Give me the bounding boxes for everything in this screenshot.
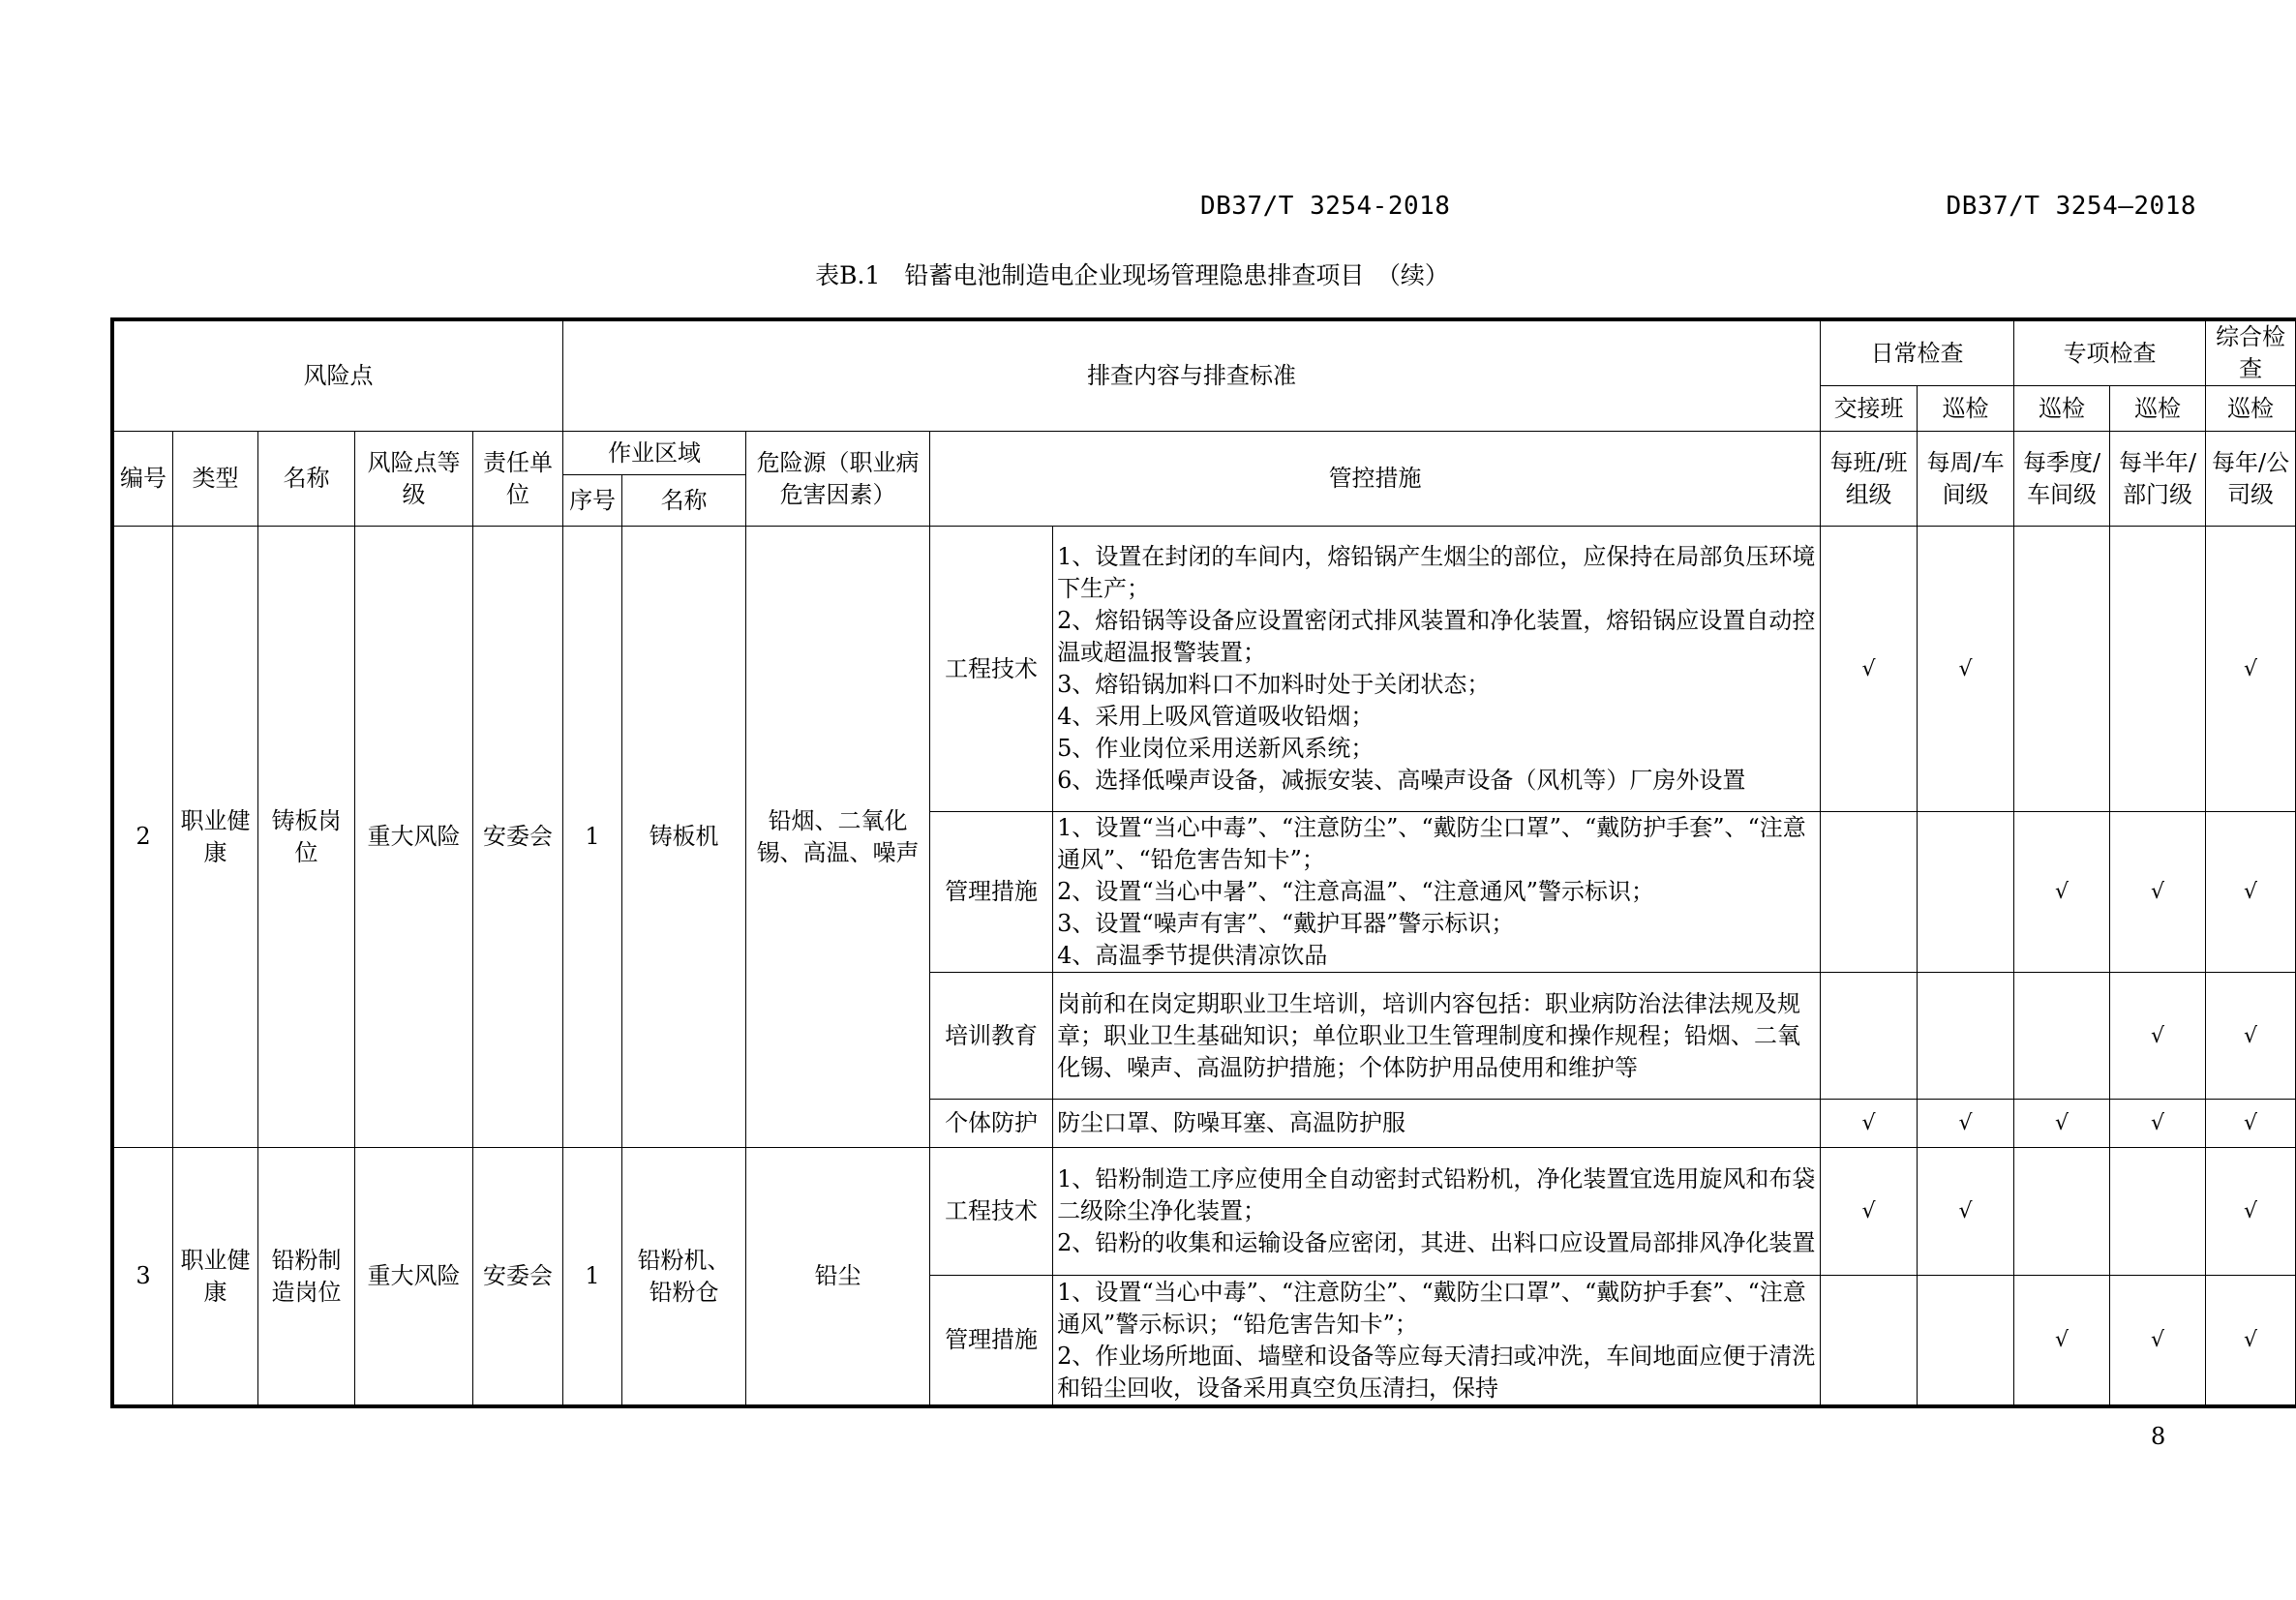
check-cell-empty — [2014, 527, 2110, 812]
row-area-name: 铅粉机、铅粉仓 — [622, 1148, 746, 1405]
row-area-name: 铸板机 — [622, 527, 746, 1148]
header-content: 排查内容与排查标准 — [563, 321, 1821, 432]
header-special-check: 专项检查 — [2014, 321, 2206, 386]
check-mark: √ — [1918, 527, 2014, 812]
check-cell-empty — [1821, 973, 1918, 1100]
check-mark: √ — [1821, 1148, 1918, 1276]
row-number: 3 — [114, 1148, 173, 1405]
header-daily-check: 日常检查 — [1821, 321, 2014, 386]
measure-text: 1、设置“当心中毒”、“注意防尘”、“戴防尘口罩”、“戴防护手套”、“注意通风”警示标识；“铅危害告知卡”； 2、作业场所地面、墙壁和设备等应每天清扫或冲洗，车间地面应便于清洗和铅尘回收，设备采用真空负压清扫，保持 — [1053, 1276, 1821, 1405]
measure-text: 1、铅粉制造工序应使用全自动密封式铅粉机，净化装置宜选用旋风和布袋二级除尘净化装置； 2、铅粉的收集和运输设备应密闭，其进、出料口应设置局部排风净化装置 — [1053, 1148, 1821, 1276]
check-mark: √ — [2206, 527, 2296, 812]
header-freq-halfyear: 每半年/部门级 — [2110, 432, 2206, 527]
header-row-3 — [114, 432, 2296, 475]
measure-category: 管理措施 — [930, 1276, 1053, 1405]
header-handover: 交接班 — [1821, 386, 1918, 432]
measure-category: 工程技术 — [930, 1148, 1053, 1276]
check-mark: √ — [2110, 1100, 2206, 1148]
measure-category: 个体防护 — [930, 1100, 1053, 1148]
row-number: 2 — [114, 527, 173, 1148]
header-area: 作业区域 — [563, 432, 746, 475]
header-patrol-2: 巡检 — [2014, 386, 2110, 432]
check-mark: √ — [2206, 1276, 2296, 1405]
header-row-1 — [114, 321, 2296, 386]
measure-category: 管理措施 — [930, 812, 1053, 973]
check-mark: √ — [1821, 527, 1918, 812]
row-name: 铸板岗位 — [258, 527, 355, 1148]
row-type: 职业健康 — [173, 1148, 258, 1405]
check-cell-empty — [1918, 973, 2014, 1100]
row-name: 铅粉制造岗位 — [258, 1148, 355, 1405]
header-measures: 管控措施 — [930, 432, 1821, 527]
header-freq-week: 每周/车间级 — [1918, 432, 2014, 527]
row-hazard: 铅尘 — [746, 1148, 930, 1405]
header-comprehensive-check: 综合检查 — [2206, 321, 2296, 386]
check-mark: √ — [2014, 812, 2110, 973]
measure-category: 工程技术 — [930, 527, 1053, 812]
header-patrol-4: 巡检 — [2206, 386, 2296, 432]
header-no: 编号 — [114, 432, 173, 527]
header-type: 类型 — [173, 432, 258, 527]
check-mark: √ — [2206, 1148, 2296, 1276]
check-cell-empty — [2110, 1148, 2206, 1276]
check-mark: √ — [2206, 1100, 2296, 1148]
header-name: 名称 — [258, 432, 355, 527]
header-level: 风险点等级 — [355, 432, 473, 527]
check-mark: √ — [2110, 973, 2206, 1100]
check-cell-empty — [1821, 812, 1918, 973]
check-mark: √ — [2014, 1276, 2110, 1405]
header-patrol-1: 巡检 — [1918, 386, 2014, 432]
page-number: 8 — [2151, 1423, 2166, 1450]
measure-text: 防尘口罩、防噪耳塞、高温防护服 — [1053, 1100, 1821, 1148]
check-cell-empty — [2014, 973, 2110, 1100]
header-seq: 序号 — [563, 475, 622, 527]
check-cell-empty — [1918, 1276, 2014, 1405]
table-row — [114, 527, 2296, 812]
check-mark: √ — [2110, 812, 2206, 973]
header-risk-point: 风险点 — [114, 321, 563, 432]
check-mark: √ — [2206, 812, 2296, 973]
header-patrol-3: 巡检 — [2110, 386, 2206, 432]
row-hazard: 铅烟、二氧化锡、高温、噪声 — [746, 527, 930, 1148]
measure-text: 1、设置在封闭的车间内，熔铅锅产生烟尘的部位，应保持在局部负压环境下生产； 2、熔铅锅等设备应设置密闭式排风装置和净化装置，熔铅锅应设置自动控温或超温报警装置； 3、熔铅锅加料口不加料时处于关闭状态； 4、采用上吸风管道吸收铅烟； 5、作业岗位采用送新风系统； 6、选择低噪声设备，减振安装、高噪声设备（风机等）厂房外设置 — [1053, 527, 1821, 812]
row-risk-level: 重大风险 — [355, 1148, 473, 1405]
row-area-seq: 1 — [563, 1148, 622, 1405]
measure-category: 培训教育 — [930, 973, 1053, 1100]
measure-text: 1、设置“当心中毒”、“注意防尘”、“戴防尘口罩”、“戴防护手套”、“注意通风”、“铅危害告知卡”； 2、设置“当心中暑”、“注意高温”、“注意通风”警示标识； 3、设置“噪声有害”、“戴护耳器”警示标识； 4、高温季节提供清凉饮品 — [1053, 812, 1821, 973]
check-mark: √ — [2206, 973, 2296, 1100]
header-freq-year: 每年/公司级 — [2206, 432, 2296, 527]
header-freq-quarter: 每季度/车间级 — [2014, 432, 2110, 527]
row-responsible-unit: 安委会 — [473, 1148, 563, 1405]
measure-text: 岗前和在岗定期职业卫生培训，培训内容包括：职业病防治法律法规及规章；职业卫生基础知识；单位职业卫生管理制度和操作规程；铅烟、二氧化锡、噪声、高温防护措施；个体防护用品使用和维护等 — [1053, 973, 1821, 1100]
check-mark: √ — [1918, 1100, 2014, 1148]
row-area-seq: 1 — [563, 527, 622, 1148]
row-type: 职业健康 — [173, 527, 258, 1148]
check-mark: √ — [2014, 1100, 2110, 1148]
row-risk-level: 重大风险 — [355, 527, 473, 1148]
inspection-table — [113, 320, 2296, 1405]
standard-code-right: DB37/T 3254—2018 — [1946, 192, 2196, 221]
header-unit: 责任单位 — [473, 432, 563, 527]
check-mark: √ — [1918, 1148, 2014, 1276]
check-cell-empty — [2014, 1148, 2110, 1276]
header-freq-shift: 每班/班组级 — [1821, 432, 1918, 527]
table-title: 表B.1 铅蓄电池制造电企业现场管理隐患排查项目 （续） — [815, 261, 1449, 289]
check-cell-empty — [1918, 812, 2014, 973]
header-area-name: 名称 — [622, 475, 746, 527]
row-responsible-unit: 安委会 — [473, 527, 563, 1148]
table-row — [114, 1148, 2296, 1276]
check-cell-empty — [2110, 527, 2206, 812]
check-mark: √ — [2110, 1276, 2206, 1405]
check-cell-empty — [1821, 1276, 1918, 1405]
check-mark: √ — [1821, 1100, 1918, 1148]
standard-code-left: DB37/T 3254-2018 — [1200, 192, 1451, 221]
header-hazard: 危险源（职业病危害因素） — [746, 432, 930, 527]
